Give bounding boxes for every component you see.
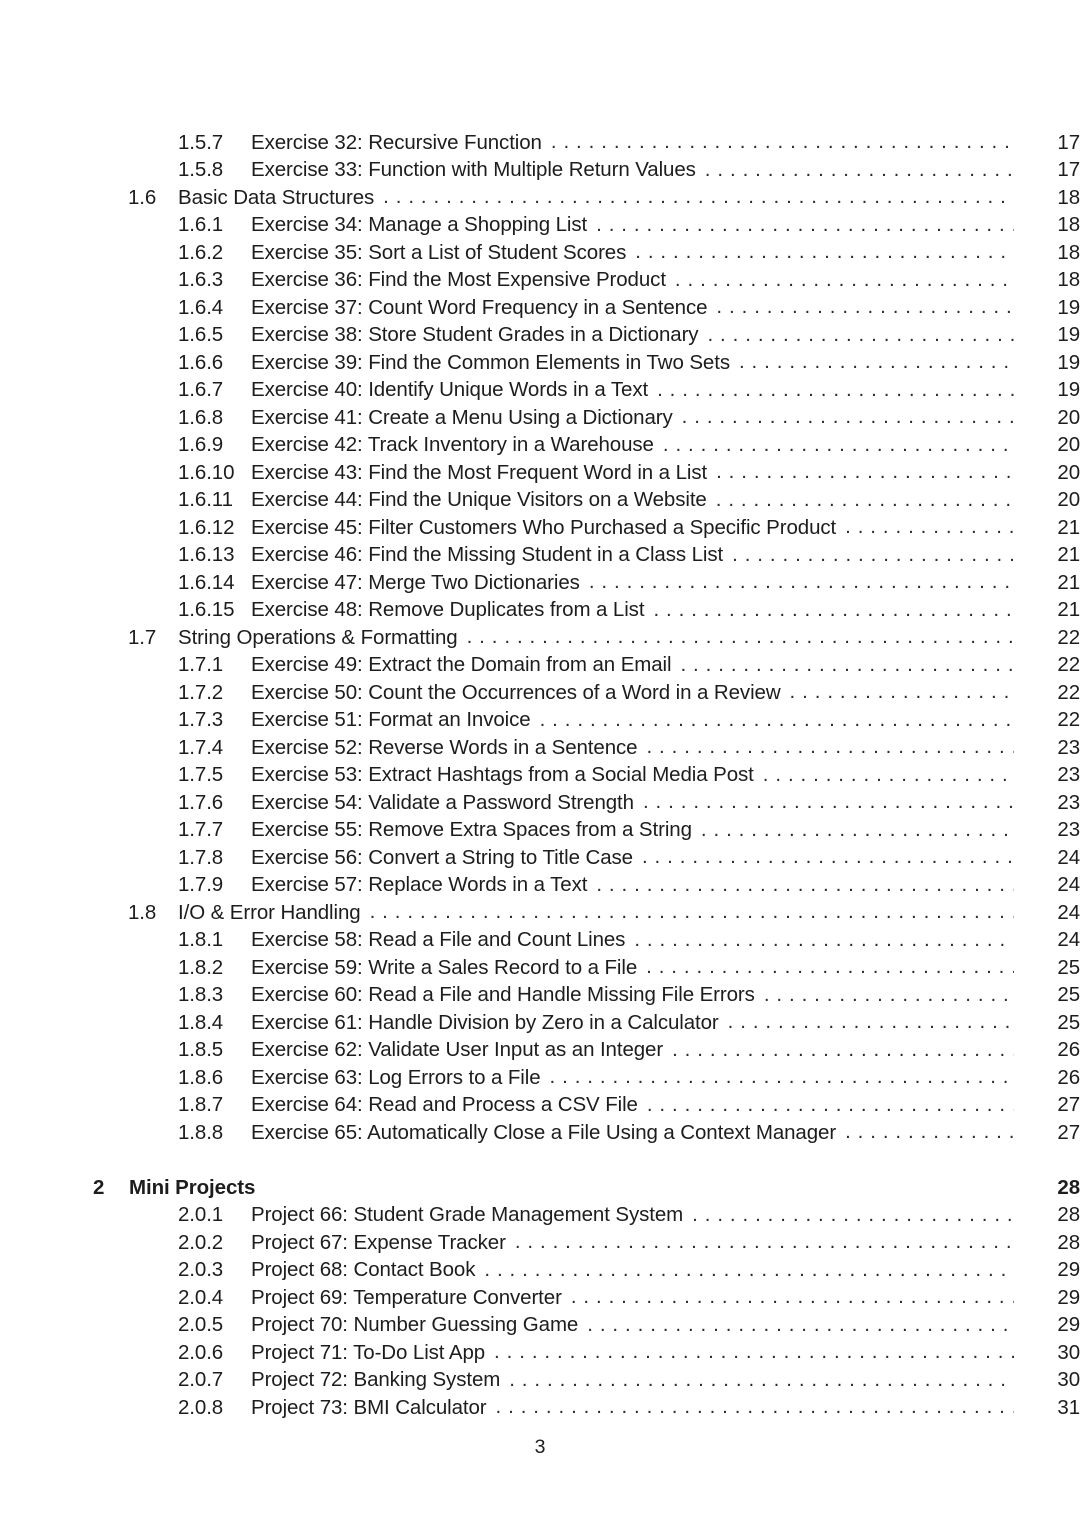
toc-dot-leader (494, 1338, 1014, 1359)
toc-entry[interactable] (0, 898, 1080, 926)
toc-entry[interactable] (0, 1256, 1080, 1284)
toc-entry-number: 1.6.5 (178, 323, 224, 346)
toc-entry-number: 1.7.9 (178, 873, 224, 896)
toc-entry-title: Exercise 48: Remove Duplicates from a List (251, 598, 645, 621)
toc-entry-number: 2.0.4 (178, 1285, 224, 1309)
toc-entry-page-number: 30 (1057, 1368, 1080, 1391)
toc-entry-title: Exercise 47: Merge Two Dictionaries (251, 570, 580, 594)
toc-entry-number: 1.8.4 (178, 1010, 224, 1034)
toc-dot-leader (643, 788, 1014, 809)
toc-entry-title: Exercise 36: Find the Most Expensive Product (251, 268, 666, 291)
toc-entry-number: 1.7.5 (178, 763, 224, 786)
toc-dot-leader (515, 1228, 1014, 1249)
toc-entry-number: 2.0.1 (178, 1203, 224, 1226)
toc-entry-title: Exercise 62: Validate User Input as an Integer (251, 1038, 664, 1061)
toc-entry[interactable] (0, 128, 1080, 156)
toc-dot-leader (496, 1393, 1014, 1414)
toc-entry-page-number: 29 (1057, 1313, 1080, 1336)
toc-entry-page-number: 21 (1057, 515, 1080, 539)
toc-entry-page-number: 23 (1057, 790, 1080, 814)
toc-entry[interactable] (0, 1366, 1080, 1394)
toc-entry-title: Exercise 45: Filter Customers Who Purchased a Specific Product (251, 515, 837, 539)
toc-entry-number: 1.6.15 (178, 598, 235, 621)
toc-entry[interactable] (0, 981, 1080, 1009)
toc-entry-title: Exercise 38: Store Student Grades in a Dictionary (251, 323, 699, 346)
toc-entry-page-number: 31 (1057, 1395, 1080, 1419)
toc-entry-page-number: 20 (1057, 460, 1080, 484)
toc-dot-leader (663, 431, 1014, 452)
toc-entry[interactable] (0, 486, 1080, 514)
toc-entry-number: 2.0.6 (178, 1340, 224, 1364)
toc-entry-number: 1.8.1 (178, 928, 224, 951)
toc-entry-page-number: 26 (1057, 1065, 1080, 1089)
toc-entry-number: 1.6 (128, 185, 157, 209)
toc-entry-title: Mini Projects (129, 1175, 256, 1199)
toc-entry-title: String Operations & Formatting (178, 625, 458, 649)
toc-entry[interactable] (0, 596, 1080, 624)
toc-entry[interactable] (0, 1311, 1080, 1339)
toc-entry-number: 1.7 (128, 625, 157, 649)
toc-entry-title: Exercise 53: Extract Hashtags from a Social Media Post (251, 763, 754, 786)
toc-entry-number: 2.0.2 (178, 1230, 224, 1254)
toc-entry-number: 1.6.11 (178, 488, 233, 511)
toc-entry[interactable] (0, 651, 1080, 679)
toc-dot-leader (682, 403, 1014, 424)
toc-entry-number: 2 (93, 1175, 105, 1199)
toc-entry[interactable] (0, 871, 1080, 899)
toc-entry-number: 1.8.2 (178, 955, 224, 979)
toc-dot-leader (589, 568, 1014, 589)
toc-dot-leader (551, 128, 1014, 149)
toc-entry-title: Project 66: Student Grade Management System (251, 1203, 684, 1226)
toc-entry-number: 1.8.5 (178, 1038, 224, 1061)
toc-entry-title: Exercise 60: Read a File and Handle Missing File Errors (251, 983, 755, 1006)
toc-entry-title: Exercise 33: Function with Multiple Return Values (251, 158, 696, 181)
toc-entry[interactable] (0, 541, 1080, 569)
toc-dot-leader (790, 678, 1014, 699)
toc-dot-leader (550, 1063, 1014, 1084)
toc-entry-title: Project 73: BMI Calculator (251, 1395, 487, 1419)
toc-entry-page-number: 26 (1057, 1038, 1080, 1061)
toc-entry-page-number: 20 (1057, 488, 1080, 511)
toc-entry-page-number: 19 (1057, 378, 1080, 401)
toc-entry-title: Project 67: Expense Tracker (251, 1230, 506, 1254)
toc-entry[interactable] (0, 1173, 1080, 1201)
toc-entry-number: 1.7.8 (178, 845, 224, 869)
toc-entry-page-number: 18 (1057, 268, 1080, 291)
toc-entry[interactable] (0, 1008, 1080, 1036)
toc-dot-leader (728, 1008, 1014, 1029)
toc-entry-number: 1.7.7 (178, 818, 224, 841)
toc-entry-number: 1.6.9 (178, 433, 224, 456)
toc-entry-number: 1.6.2 (178, 240, 224, 264)
toc-entry[interactable] (0, 1063, 1080, 1091)
toc-entry[interactable] (0, 926, 1080, 954)
toc-dot-leader (571, 1283, 1014, 1304)
toc-entry-page-number: 18 (1057, 185, 1080, 209)
toc-entry-title: Exercise 63: Log Errors to a File (251, 1065, 541, 1089)
toc-entry-page-number: 25 (1057, 1010, 1080, 1034)
toc-entry[interactable] (0, 266, 1080, 294)
toc-entry-title: Project 70: Number Guessing Game (251, 1313, 579, 1336)
toc-entry-number: 1.8.3 (178, 983, 224, 1006)
toc-dot-leader (642, 843, 1014, 864)
toc-entry-title: Exercise 54: Validate a Password Strength (251, 790, 634, 814)
toc-entry-page-number: 21 (1057, 598, 1080, 621)
toc-entry-number: 1.6.13 (178, 543, 235, 566)
toc-entry[interactable] (0, 733, 1080, 761)
toc-entry-title: Exercise 43: Find the Most Frequent Word in a List (251, 460, 708, 484)
toc-entry-title: Exercise 32: Recursive Function (251, 130, 542, 154)
toc-entry-title: Exercise 35: Sort a List of Student Scores (251, 240, 627, 264)
toc-dot-leader (647, 1091, 1014, 1112)
toc-entry-number: 1.6.3 (178, 268, 224, 291)
toc-dot-leader (264, 1173, 1014, 1194)
toc-entry-title: Exercise 41: Create a Menu Using a Dictionary (251, 405, 673, 429)
toc-entry-title: Project 72: Banking System (251, 1368, 501, 1391)
toc-entry[interactable] (0, 761, 1080, 789)
toc-entry-page-number: 17 (1057, 158, 1080, 181)
toc-entry[interactable] (0, 321, 1080, 349)
toc-entry-page-number: 30 (1057, 1340, 1080, 1364)
toc-entry-page-number: 17 (1057, 130, 1080, 154)
toc-entry-page-number: 23 (1057, 763, 1080, 786)
toc-entry-number: 1.6.1 (178, 213, 224, 236)
toc-entry-number: 1.5.8 (178, 158, 224, 181)
toc-entry[interactable] (0, 953, 1080, 981)
toc-entry-title: Exercise 55: Remove Extra Spaces from a String (251, 818, 692, 841)
toc-dot-leader (763, 761, 1014, 782)
toc-entry-number: 1.7.3 (178, 708, 224, 731)
toc-entry-page-number: 22 (1057, 653, 1080, 676)
toc-dot-leader (596, 211, 1014, 232)
toc-entry-page-number: 23 (1057, 818, 1080, 841)
toc-entry-number: 2.0.8 (178, 1395, 224, 1419)
toc-entry[interactable] (0, 1283, 1080, 1311)
toc-entry-number: 1.7.6 (178, 790, 224, 814)
toc-entry-number: 2.0.3 (178, 1258, 224, 1281)
toc-entry-number: 1.6.6 (178, 350, 224, 374)
toc-entry-number: 1.6.4 (178, 295, 224, 319)
toc-entry-number: 1.6.7 (178, 378, 224, 401)
toc-dot-leader (540, 706, 1014, 727)
toc-entry-number: 1.8.6 (178, 1065, 224, 1089)
toc-entry-title: Exercise 58: Read a File and Count Lines (251, 928, 626, 951)
toc-entry-title: Exercise 49: Extract the Domain from an Email (251, 653, 672, 676)
toc-dot-leader (739, 348, 1014, 369)
toc-entry-number: 1.8.7 (178, 1093, 224, 1116)
toc-entry[interactable] (0, 706, 1080, 734)
toc-dot-leader (672, 1036, 1014, 1057)
toc-dot-leader (646, 953, 1014, 974)
toc-entry[interactable] (0, 1036, 1080, 1064)
toc-entry[interactable] (0, 788, 1080, 816)
toc-dot-leader (701, 816, 1014, 837)
toc-entry[interactable] (0, 623, 1080, 651)
toc-entry-page-number: 19 (1057, 350, 1080, 374)
toc-entry-title: Exercise 52: Reverse Words in a Sentence (251, 735, 638, 759)
toc-entry-title: Exercise 65: Automatically Close a File Using a Context Manager (251, 1120, 837, 1144)
toc-entry-number: 2.0.5 (178, 1313, 224, 1336)
toc-entry[interactable] (0, 156, 1080, 184)
toc-entry[interactable] (0, 843, 1080, 871)
toc-dot-leader (692, 1201, 1014, 1222)
toc-entry[interactable] (0, 211, 1080, 239)
toc-entry[interactable] (0, 568, 1080, 596)
toc-dot-leader (635, 238, 1014, 259)
toc-dot-leader (509, 1366, 1014, 1387)
toc-entry-page-number: 24 (1057, 873, 1080, 896)
toc-dot-leader (634, 926, 1014, 947)
toc-dot-leader (370, 898, 1014, 919)
toc-entry-number: 1.7.4 (178, 735, 224, 759)
toc-dot-leader (716, 458, 1014, 479)
toc-entry[interactable] (0, 293, 1080, 321)
toc-dot-leader (596, 871, 1014, 892)
toc-dot-leader (484, 1256, 1014, 1277)
toc-entry-page-number: 27 (1057, 1093, 1080, 1116)
toc-dot-leader (705, 156, 1014, 177)
toc-entry-title: Basic Data Structures (178, 185, 375, 209)
toc-dot-leader (764, 981, 1014, 1002)
toc-entry-page-number: 19 (1057, 295, 1080, 319)
toc-entry-page-number: 18 (1057, 213, 1080, 236)
toc-entry-page-number: 22 (1057, 680, 1080, 704)
toc-dot-leader (653, 596, 1014, 617)
toc-entry-title: Exercise 37: Count Word Frequency in a Sentence (251, 295, 708, 319)
toc-dot-leader (845, 513, 1014, 534)
toc-entry-number: 1.6.14 (178, 570, 235, 594)
toc-entry-number: 1.7.1 (178, 653, 224, 676)
toc-dot-leader (587, 1311, 1014, 1332)
toc-entry-page-number: 24 (1057, 928, 1080, 951)
toc-entry-title: Exercise 50: Count the Occurrences of a Word in a Review (251, 680, 781, 704)
page-number-footer: 3 (534, 1436, 546, 1458)
toc-entry-title: Exercise 51: Format an Invoice (251, 708, 531, 731)
toc-entry[interactable] (0, 183, 1080, 211)
toc-entry-title: Project 69: Temperature Converter (251, 1285, 562, 1309)
toc-entry[interactable] (0, 376, 1080, 404)
toc-entry-page-number: 24 (1057, 900, 1080, 924)
toc-dot-leader (467, 623, 1014, 644)
toc-entry-page-number: 20 (1057, 405, 1080, 429)
toc-entry-page-number: 25 (1057, 955, 1080, 979)
toc-entry[interactable] (0, 403, 1080, 431)
toc-dot-leader (716, 486, 1014, 507)
toc-entry-page-number: 23 (1057, 735, 1080, 759)
toc-entry[interactable] (0, 816, 1080, 844)
toc-entry-title: Exercise 40: Identify Unique Words in a Text (251, 378, 649, 401)
toc-entry-page-number: 29 (1057, 1285, 1080, 1309)
toc-entry-page-number: 19 (1057, 323, 1080, 346)
toc-dot-leader (732, 541, 1014, 562)
toc-entry-number: 1.6.12 (178, 515, 235, 539)
toc-entry-page-number: 20 (1057, 433, 1080, 456)
toc-entry[interactable] (0, 238, 1080, 266)
toc-entry-number: 2.0.7 (178, 1368, 224, 1391)
toc-entry-title: Exercise 57: Replace Words in a Text (251, 873, 588, 896)
toc-dot-leader (383, 183, 1014, 204)
toc-entry[interactable] (0, 1338, 1080, 1366)
toc-entry-title: Exercise 44: Find the Unique Visitors on a Website (251, 488, 707, 511)
toc-dot-leader (707, 321, 1014, 342)
toc-entry[interactable] (0, 1201, 1080, 1229)
table-of-contents-list (0, 128, 1080, 1421)
toc-entry-page-number: 28 (1057, 1203, 1080, 1226)
toc-spacer (0, 1146, 1080, 1174)
toc-entry[interactable] (0, 1393, 1080, 1421)
toc-entry-number: 1.7.2 (178, 680, 224, 704)
toc-entry-page-number: 21 (1057, 543, 1080, 566)
toc-entry-title: Exercise 56: Convert a String to Title Case (251, 845, 633, 869)
toc-entry-number: 1.6.8 (178, 405, 224, 429)
toc-entry[interactable] (0, 1228, 1080, 1256)
toc-entry-title: Project 68: Contact Book (251, 1258, 476, 1281)
toc-entry-title: Exercise 61: Handle Division by Zero in a Calculator (251, 1010, 719, 1034)
toc-entry[interactable] (0, 1118, 1080, 1146)
toc-entry-number: 1.8 (128, 900, 157, 924)
toc-entry-title: Exercise 39: Find the Common Elements in Two Sets (251, 350, 730, 374)
toc-entry[interactable] (0, 431, 1080, 459)
toc-entry-title: Project 71: To-Do List App (251, 1340, 486, 1364)
toc-entry[interactable] (0, 678, 1080, 706)
toc-entry[interactable] (0, 513, 1080, 541)
toc-entry[interactable] (0, 1091, 1080, 1119)
toc-entry-title: Exercise 46: Find the Missing Student in a Class List (251, 543, 724, 566)
toc-entry-title: Exercise 34: Manage a Shopping List (251, 213, 588, 236)
toc-dot-leader (646, 733, 1014, 754)
toc-dot-leader (675, 266, 1014, 287)
toc-entry-page-number: 29 (1057, 1258, 1080, 1281)
toc-entry-page-number: 22 (1057, 708, 1080, 731)
toc-entry-number: 1.6.10 (178, 460, 235, 484)
toc-entry-number: 1.5.7 (178, 130, 224, 154)
toc-entry-page-number: 25 (1057, 983, 1080, 1006)
toc-entry-page-number: 28 (1057, 1175, 1080, 1199)
toc-entry-page-number: 22 (1057, 625, 1080, 649)
toc-entry-page-number: 21 (1057, 570, 1080, 594)
toc-entry[interactable] (0, 348, 1080, 376)
toc-entry-page-number: 27 (1057, 1120, 1080, 1144)
toc-entry-title: Exercise 59: Write a Sales Record to a File (251, 955, 638, 979)
toc-entry-page-number: 18 (1057, 240, 1080, 264)
toc-entry-page-number: 28 (1057, 1230, 1080, 1254)
toc-dot-leader (845, 1118, 1014, 1139)
toc-entry-number: 1.8.8 (178, 1120, 224, 1144)
toc-entry-title: Exercise 64: Read and Process a CSV File (251, 1093, 638, 1116)
toc-entry-title: Exercise 42: Track Inventory in a Warehouse (251, 433, 654, 456)
toc-entry-title: I/O & Error Handling (178, 900, 361, 924)
toc-entry-page-number: 24 (1057, 845, 1080, 869)
toc-entry[interactable] (0, 458, 1080, 486)
toc-dot-leader (657, 376, 1014, 397)
toc-dot-leader (716, 293, 1014, 314)
toc-dot-leader (680, 651, 1014, 672)
